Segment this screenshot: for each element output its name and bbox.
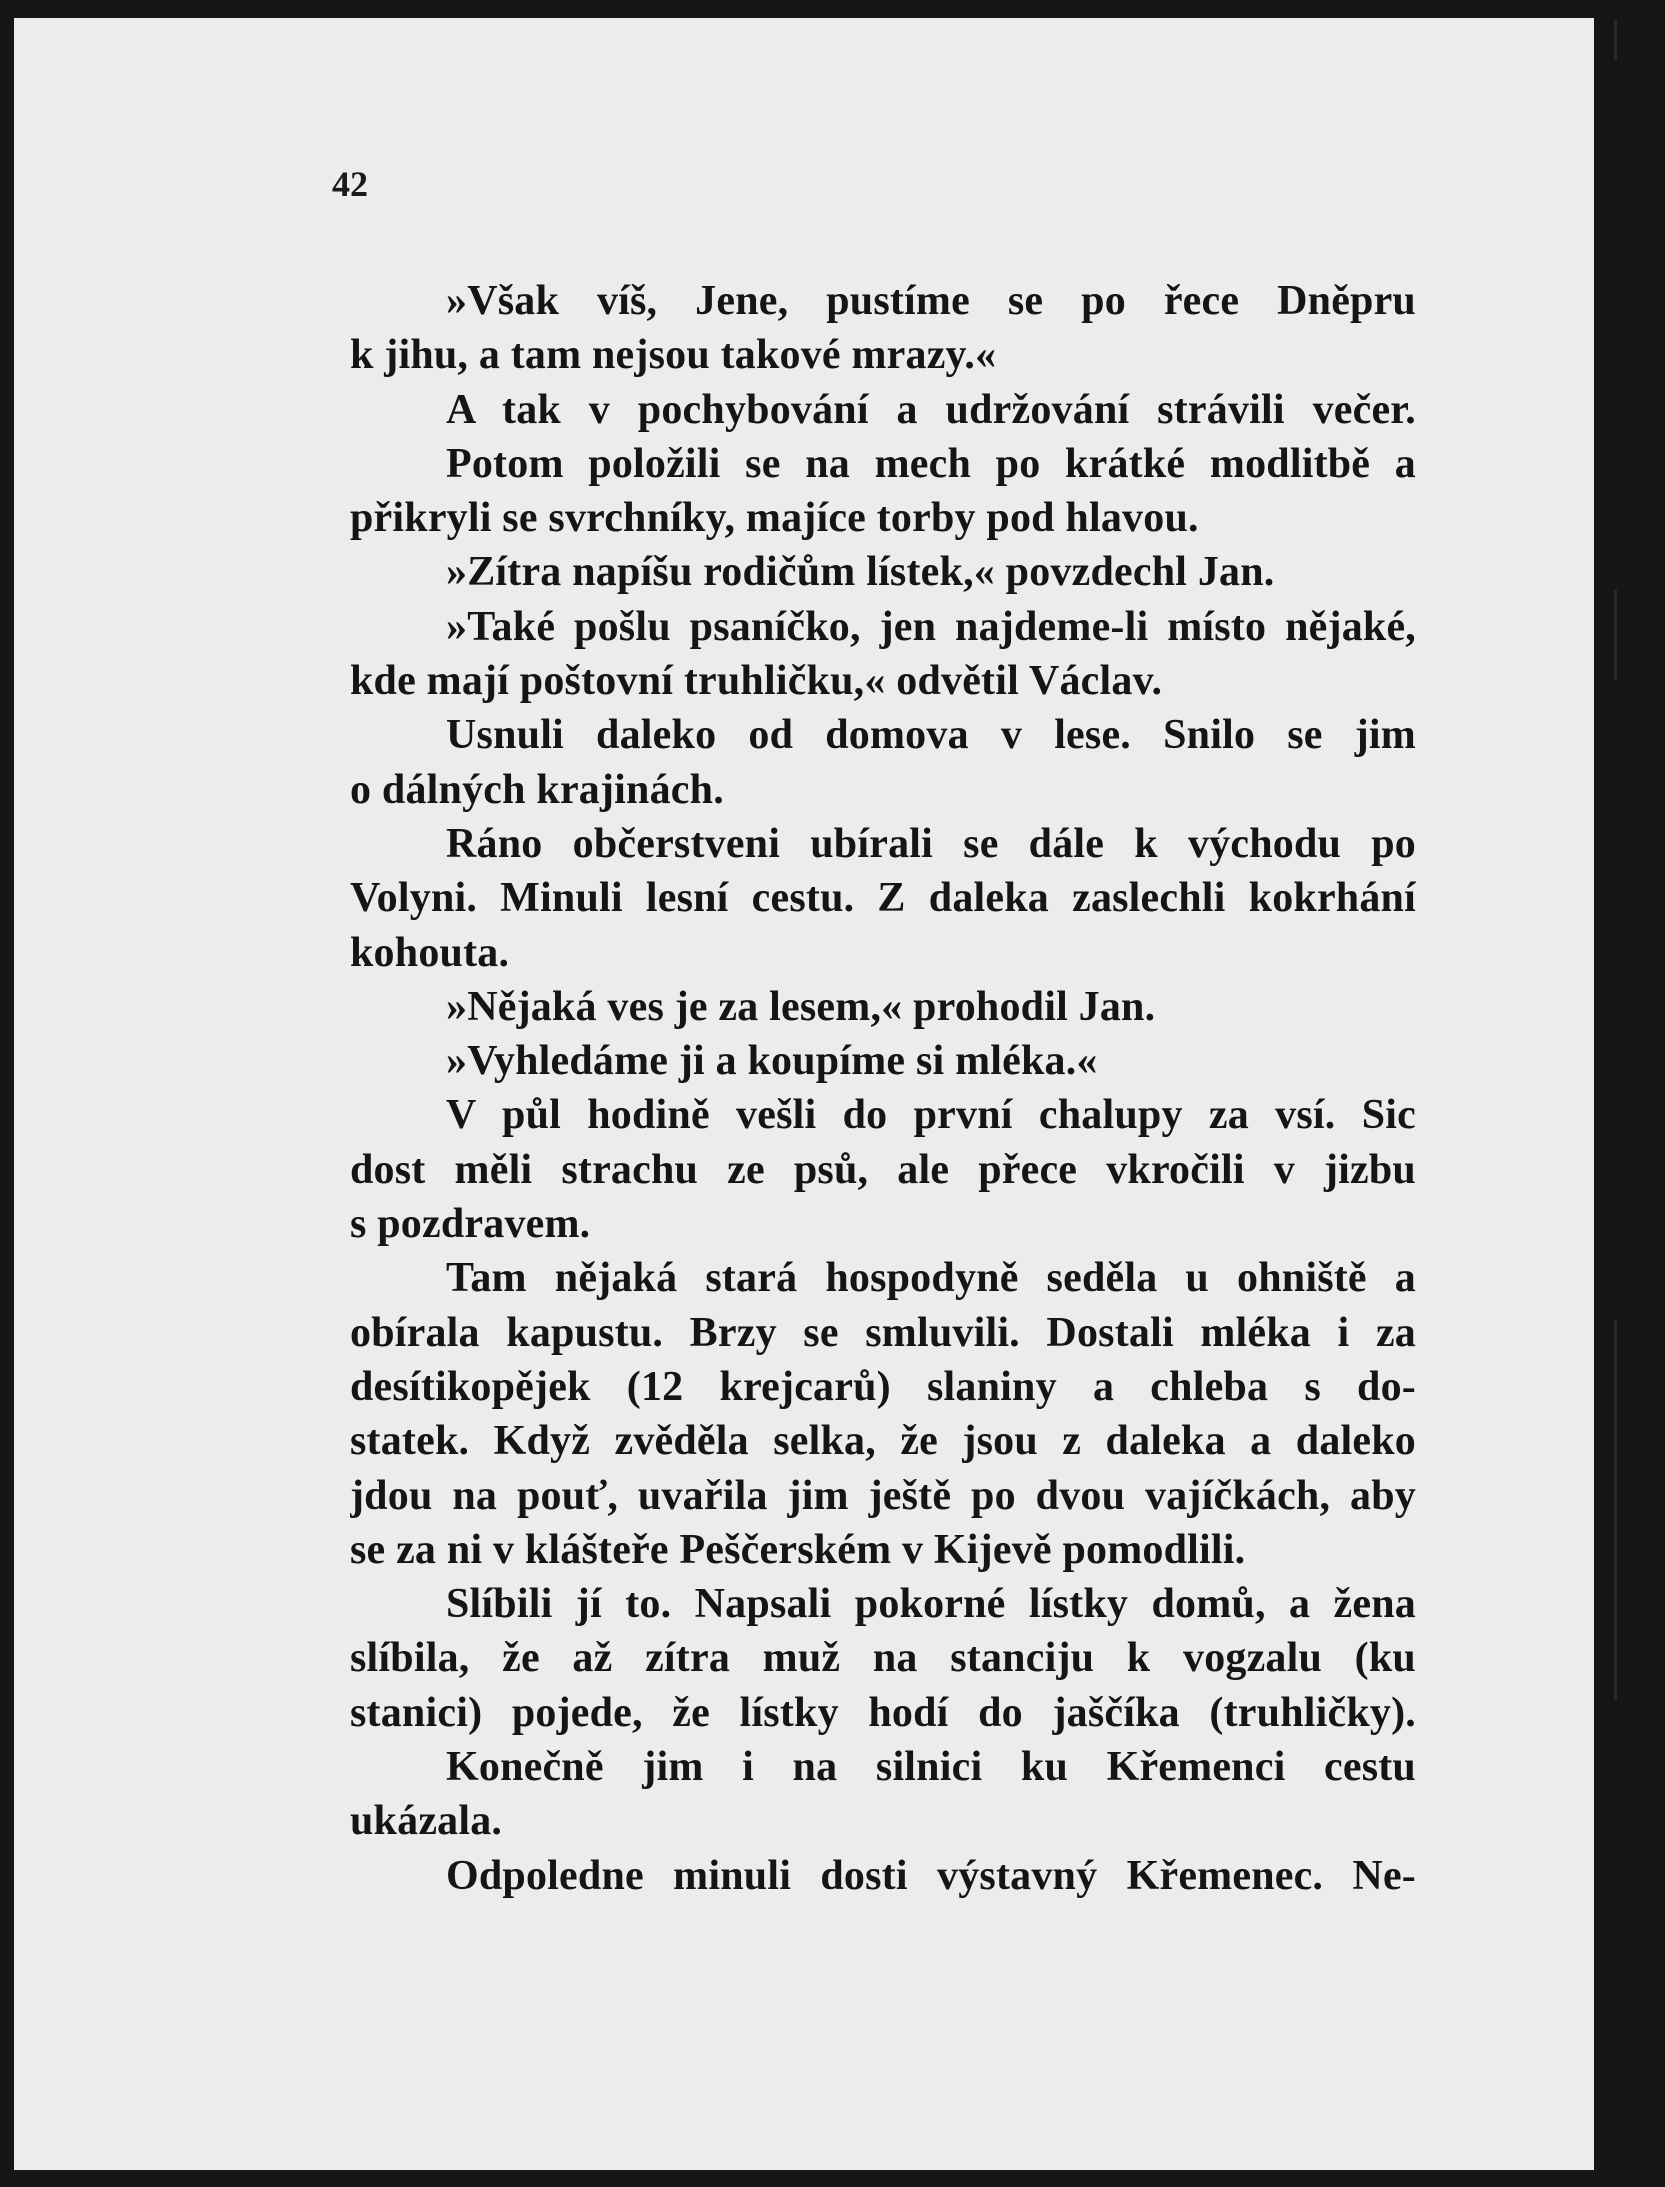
text-line: »Také pošlu psaníčko, jen najdeme-li místo nějaké, [446,603,1416,650]
text-line: Volyni. Minuli lesní cestu. Z daleka zaslechli kokrhání [350,875,1416,922]
book-page [14,18,1594,2170]
scan-edge-line-top [1614,20,1617,60]
text-line: stanici) pojede, že lístky hodí do jaščíka (truhličky). [350,1689,1416,1736]
scan-edge-line-lower [1614,1320,1617,1700]
text-line: přikryli se svrchníky, majíce torby pod hlavou. [350,495,1199,542]
text-line: A tak v pochybování a udržování strávili večer. [446,386,1416,433]
text-line: »Však víš, Jene, pustíme se po řece Dněpru [446,278,1416,324]
text-line: V půl hodině vešli do první chalupy za vsí. Sic [446,1092,1416,1139]
text-line: Konečně jim i na silnici ku Křemenci cestu [446,1744,1416,1791]
text-line: Usnuli daleko od domova v lese. Snilo se jim [446,712,1416,759]
text-line: kde mají poštovní truhličku,« odvětil Václav. [350,658,1163,705]
text-line: Tam nějaká stará hospodyně seděla u ohniště a [446,1255,1416,1302]
text-line: desítikopějek (12 krejcarů) slaniny a chleba s do- [350,1363,1416,1410]
text-line: dost měli strachu ze psů, ale přece vkročili v jizbu [350,1146,1416,1193]
text-line: Potom položili se na mech po krátké modlitbě a [446,440,1416,487]
scan-edge-line-middle [1614,590,1617,680]
text-line: statek. Když zvěděla selka, že jsou z daleka a daleko [350,1418,1416,1465]
text-line: se za ni v klášteře Peščerském v Kijevě pomodlili. [350,1526,1246,1573]
text-line: k jihu, a tam nejsou takové mrazy.« [350,332,997,379]
text-line: jdou na pouť, uvařila jim ještě po dvou vajíčkách, aby [350,1472,1416,1519]
text-line: o dálných krajinách. [350,766,724,813]
text-line: »Nějaká ves je za lesem,« prohodil Jan. [446,983,1156,1030]
text-line: slíbila, že až zítra muž na stanciju k vogzalu (ku [350,1635,1416,1682]
text-line: kohouta. [350,929,510,976]
text-line: »Zítra napíšu rodičům lístek,« povzdechl Jan. [446,549,1275,596]
text-line: Slíbili jí to. Napsali pokorné lístky domů, a žena [446,1581,1416,1628]
page-text [350,274,1416,1903]
text-line: Ráno občerstveni ubírali se dále k východu po [446,820,1416,867]
text-line: ukázala. [350,1798,503,1845]
text-line: s pozdravem. [350,1201,591,1248]
page-number: 42 [332,164,368,204]
text-line: obírala kapustu. Brzy se smluvili. Dostali mléka i za [350,1309,1416,1356]
text-line: Odpoledne minuli dosti výstavný Křemenec. Ne- [446,1852,1416,1899]
text-line: »Vyhledáme ji a koupíme si mléka.« [446,1038,1098,1085]
